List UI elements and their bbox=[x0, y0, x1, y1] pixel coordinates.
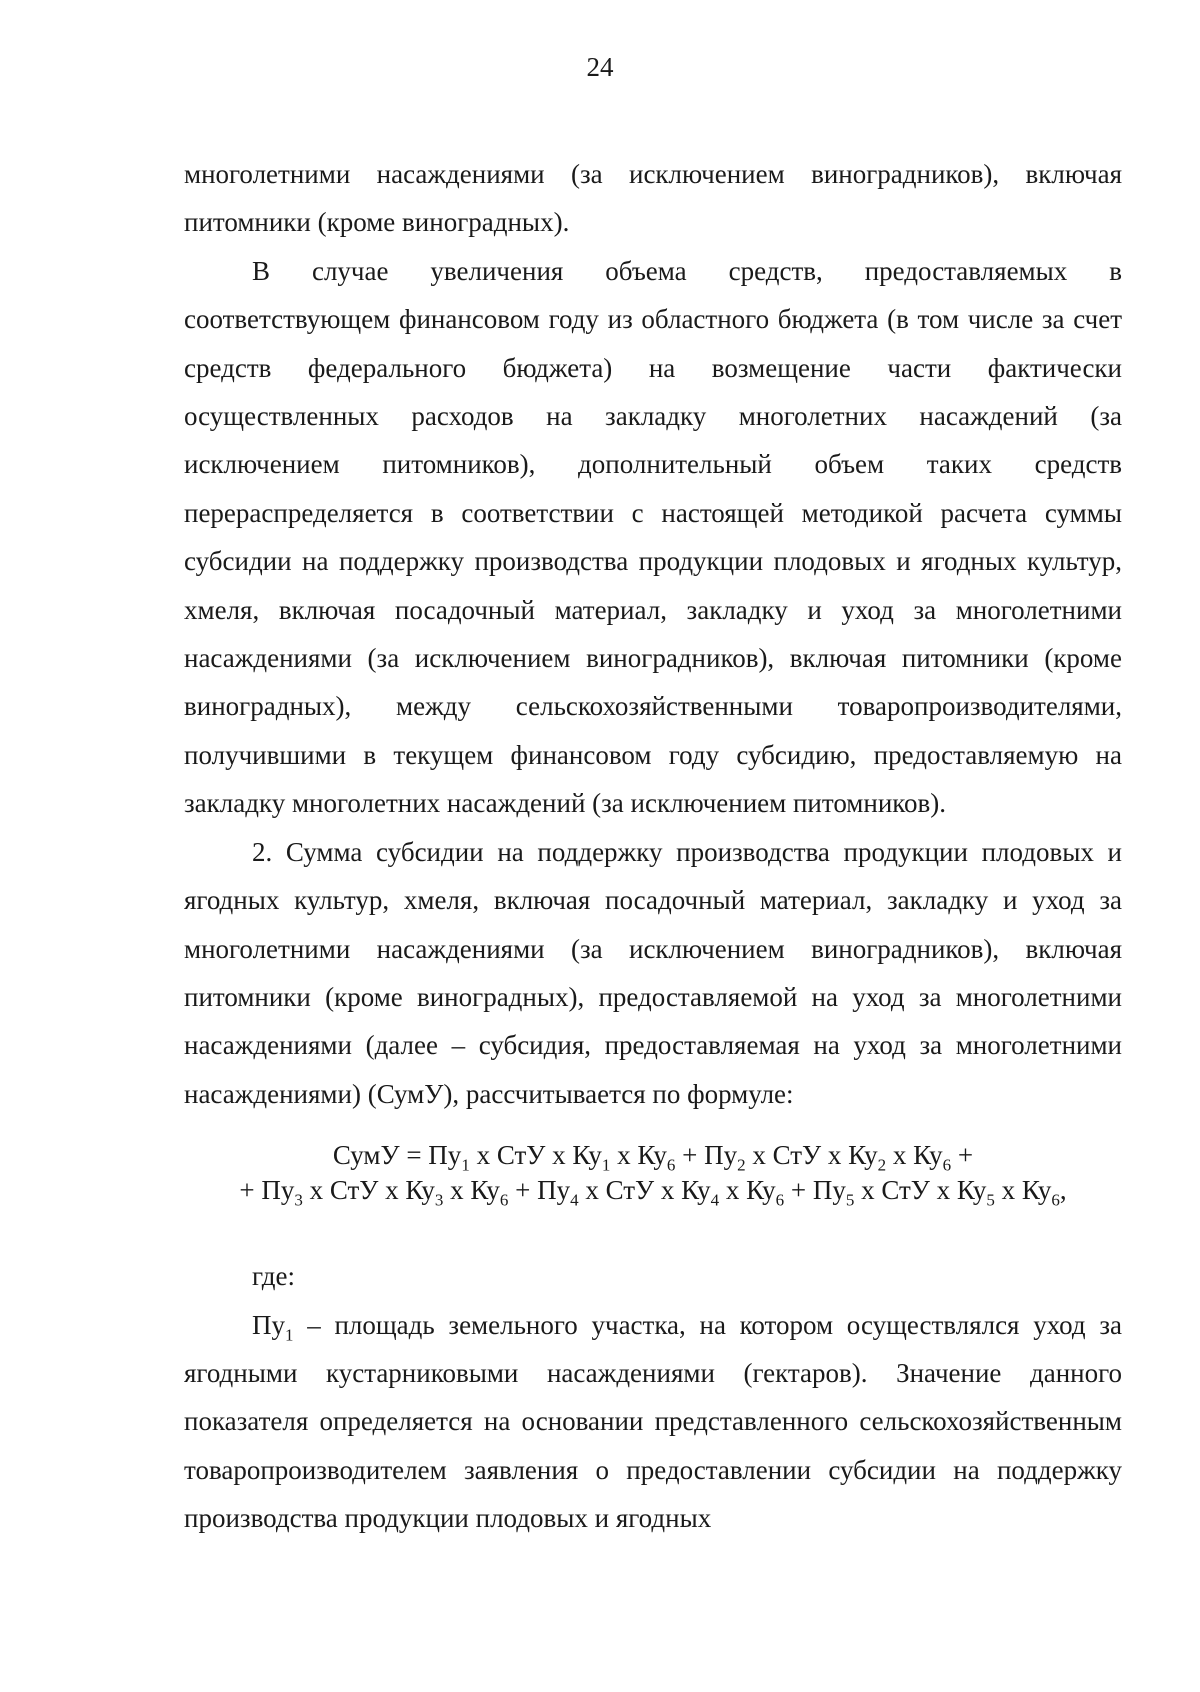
formula-subscript: 1 bbox=[601, 1155, 611, 1175]
formula-text: х Ку bbox=[719, 1175, 776, 1206]
formula-subscript: 6 bbox=[499, 1190, 509, 1210]
formula-subscript: 6 bbox=[1051, 1190, 1060, 1210]
formula-text: + Пу bbox=[508, 1175, 571, 1206]
formula-text: + Пу bbox=[239, 1175, 295, 1206]
formula bbox=[184, 1138, 1122, 1208]
formula-subscript: 4 bbox=[570, 1190, 579, 1210]
formula-text: х Ку bbox=[886, 1140, 943, 1171]
formula-subscript: 5 bbox=[845, 1190, 855, 1210]
paragraph-subsidy-sum: 2. Сумма субсидии на поддержку производства продукции плодовых и ягодных культур, хмеля, включая посадочный материал, закладку и уход за многолетними насаждениями (за исключением виноградников), включая питомники (кроме виноградных), предоставляемой на уход за многолетними насаждениями (далее – субсидия, предоставляемая на уход за многолетними насаждениями) (СумУ), рассчитывается по формуле: bbox=[184, 836, 1122, 1109]
formula-text: х Ку bbox=[610, 1140, 667, 1171]
definition-subscript: 1 bbox=[285, 1324, 294, 1344]
formula-line-1 bbox=[332, 1140, 974, 1175]
formula-text: х Ку bbox=[994, 1175, 1052, 1206]
formula-subscript: 3 bbox=[434, 1190, 444, 1210]
definition-text: – площадь земельного участка, на котором осуществлялся уход за ягодными кустарниковыми насаждениями (гектаров). Значение данного показателя определяется на основании представленного сельскохозяйственным товаропроизводителем заявления о предоставлении субсидии на поддержку производства продукции плодовых и ягодных bbox=[184, 1309, 1122, 1534]
paragraph-additional-funds: В случае увеличения объема средств, предоставляемых в соответствующем финансовом году из областного бюджета (в том числе за счет средств федерального бюджета) на возмещение части фактически осуществленных расходов на закладку многолетних насаждений (за исключением питомников), дополнительный объем таких средств перераспределяется в соответствии с настоящей методикой расчета суммы субсидии на поддержку производства продукции плодовых и ягодных культур, хмеля, включая посадочный материал, закладку и уход за многолетними насаждениями (за исключением виноградников), включая питомники (кроме виноградных), между сельскохозяйственными товаропроизводителями, получившими в текущем финансовом году субсидию, предоставляемую на закладку многолетних насаждений (за исключением питомников). bbox=[184, 255, 1122, 819]
formula-text: СумУ = Пу bbox=[332, 1140, 462, 1171]
formula-subscript: 6 bbox=[942, 1155, 952, 1175]
formula-line-2 bbox=[239, 1175, 1067, 1210]
paragraph-continuation: многолетними насаждениями (за исключением виноградников), включая питомники (кроме виноградных). bbox=[184, 159, 1122, 238]
document-body bbox=[184, 150, 1122, 1543]
where-label: где: bbox=[252, 1261, 295, 1292]
formula-subscript: 4 bbox=[710, 1190, 720, 1210]
formula-text: + bbox=[951, 1140, 974, 1171]
formula-subscript: 1 bbox=[461, 1155, 470, 1175]
formula-text: + Пу bbox=[784, 1175, 846, 1206]
formula-text: х СтУ х Ку bbox=[469, 1140, 602, 1171]
formula-text: + Пу bbox=[675, 1140, 738, 1171]
formula-text: х СтУ х Ку bbox=[854, 1175, 987, 1206]
formula-subscript: 2 bbox=[737, 1155, 746, 1175]
formula-subscript: 6 bbox=[666, 1155, 676, 1175]
formula-subscript: 3 bbox=[294, 1190, 303, 1210]
formula-text: х СтУ х Ку bbox=[302, 1175, 435, 1206]
formula-subscript: 6 bbox=[775, 1190, 785, 1210]
page-number: 24 bbox=[586, 52, 614, 82]
definition-pu1 bbox=[184, 1301, 1122, 1543]
formula-text: х СтУ х Ку bbox=[578, 1175, 711, 1206]
formula-subscript: 2 bbox=[877, 1155, 887, 1175]
formula-text: , bbox=[1059, 1175, 1067, 1206]
formula-subscript: 5 bbox=[986, 1190, 995, 1210]
definition-symbol: Пу bbox=[252, 1309, 285, 1340]
formula-text: х СтУ х Ку bbox=[745, 1140, 878, 1171]
formula-text: х Ку bbox=[443, 1175, 500, 1206]
